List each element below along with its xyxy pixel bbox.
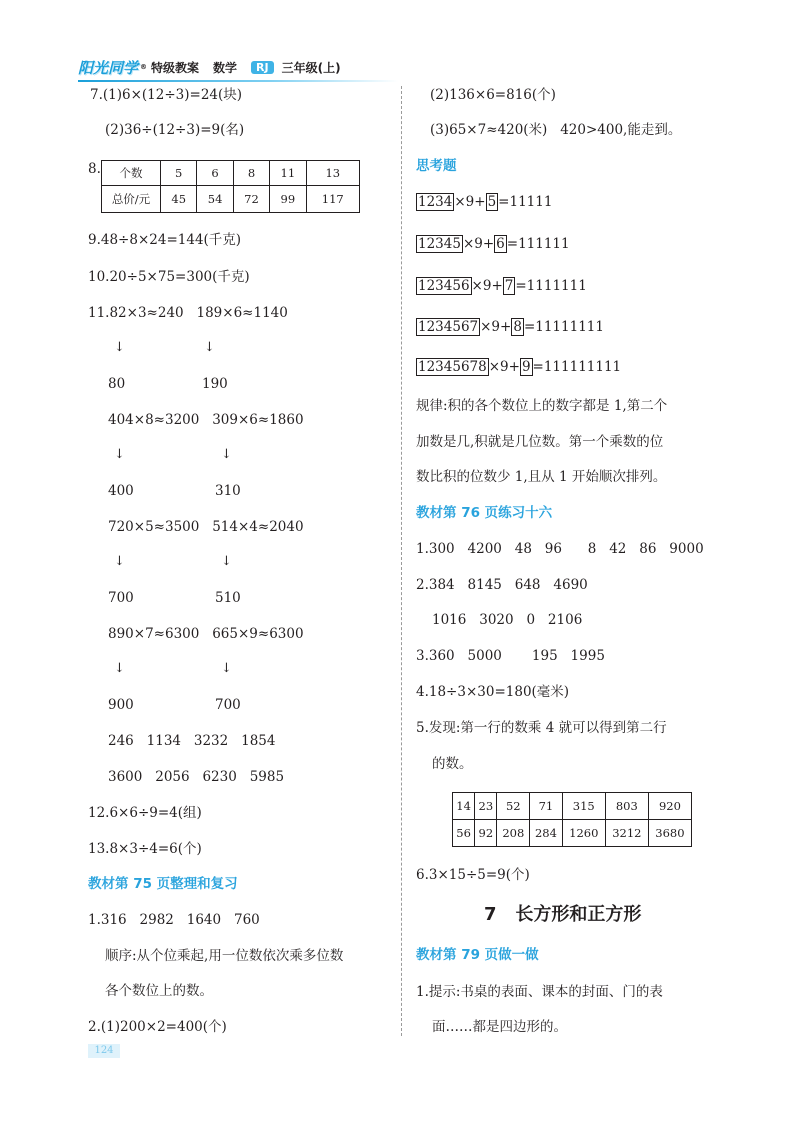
section-heading-79: 教材第 79 页做一做 <box>416 947 539 963</box>
table-5 <box>452 792 692 847</box>
estimate-value: 700 <box>108 590 134 606</box>
table-cell: 总价/元 <box>102 186 161 213</box>
table-cell: 72 <box>233 186 269 213</box>
answer-9: 9.48÷8×24=144(千克) <box>88 232 242 248</box>
exercise-answer-5a: 5.发现:第一行的数乘 4 就可以得到第二行 <box>416 720 667 736</box>
table-cell: 13 <box>306 161 359 186</box>
pattern-equation: 1234 ×9+ 5 =11111 <box>418 194 553 210</box>
answer-11-results1: 246 1134 3232 1854 <box>108 733 276 749</box>
table-cell: 3212 <box>605 820 648 847</box>
table-cell: 14 <box>453 793 475 820</box>
answer-12: 12.6×6÷9=4(组) <box>88 805 202 821</box>
review-answer-2-3: (3)65×7≈420(米) 420>400,能走到。 <box>430 122 682 138</box>
table-cell: 56 <box>453 820 475 847</box>
review-note-2: 各个数位上的数。 <box>105 983 213 999</box>
table-cell: 208 <box>497 820 530 847</box>
table-cell: 920 <box>648 793 691 820</box>
thinking-question-heading: 思考题 <box>416 158 457 174</box>
section-heading-75: 教材第 75 页整理和复习 <box>88 876 238 892</box>
pattern-equation: 123456 ×9+ 7 =1111111 <box>418 278 587 294</box>
table-cell: 803 <box>605 793 648 820</box>
answer-7-2: (2)36÷(12÷3)=9(名) <box>105 122 245 138</box>
down-arrow-icon: ↓ <box>221 554 232 569</box>
answer-11-results2: 3600 2056 6230 5985 <box>108 769 285 785</box>
estimate-value: 80 <box>108 376 126 392</box>
estimate-value: 510 <box>215 590 241 606</box>
table-cell: 23 <box>475 793 497 820</box>
pattern-equation: 1234567 ×9+ 8 =11111111 <box>418 319 604 335</box>
table-cell: 3680 <box>648 820 691 847</box>
table-cell: 92 <box>475 820 497 847</box>
page-header: 阳光同学 ® 特级教案 数学 RJ 三年级(上) <box>78 58 341 77</box>
table-cell: 个数 <box>102 161 161 186</box>
table-cell: 6 <box>197 161 233 186</box>
exercise-answer-3: 3.360 5000 195 1995 <box>416 648 605 664</box>
hint-line-2: 面……都是四边形的。 <box>432 1019 567 1035</box>
down-arrow-icon: ↓ <box>114 340 125 355</box>
table-cell: 54 <box>197 186 233 213</box>
header-rule <box>78 80 398 82</box>
table-cell: 71 <box>530 793 563 820</box>
hint-line-1: 1.提示:书桌的表面、课本的封面、门的表 <box>416 984 663 1000</box>
exercise-answer-6: 6.3×15÷5=9(个) <box>416 867 530 883</box>
review-answer-2: 2.(1)200×2=400(个) <box>88 1019 227 1035</box>
pattern-equation: 12345 ×9+ 6 =111111 <box>418 236 570 252</box>
answer-13: 13.8×3÷4=6(个) <box>88 841 202 857</box>
review-note-1: 顺序:从个位乘起,用一位数依次乘多位数 <box>105 948 344 964</box>
answer-10: 10.20÷5×75=300(千克) <box>88 269 250 285</box>
exercise-answer-5b: 的数。 <box>432 756 473 772</box>
table-8 <box>101 160 360 213</box>
estimate-value: 190 <box>202 376 228 392</box>
chapter-title: 7 长方形和正方形 <box>484 904 642 925</box>
table-cell: 315 <box>562 793 605 820</box>
answer-11-row2: 404×8≈3200 309×6≈1860 <box>108 412 304 428</box>
page-number: 124 <box>88 1044 120 1058</box>
table-cell: 45 <box>161 186 197 213</box>
answer-11-row4: 890×7≈6300 665×9≈6300 <box>108 626 304 642</box>
table-cell: 52 <box>497 793 530 820</box>
table-cell: 284 <box>530 820 563 847</box>
pattern-equation: 12345678 ×9+ 9 =111111111 <box>418 359 622 375</box>
estimate-value: 310 <box>215 483 241 499</box>
column-divider <box>401 86 402 1036</box>
section-heading-76: 教材第 76 页练习十六 <box>416 505 553 521</box>
rule-line-1: 规律:积的各个数位上的数字都是 1,第二个 <box>416 398 668 414</box>
exercise-answer-2a: 2.384 8145 648 4690 <box>416 577 588 593</box>
table-cell: 1260 <box>562 820 605 847</box>
down-arrow-icon: ↓ <box>114 554 125 569</box>
estimate-value: 700 <box>215 697 241 713</box>
answer-7-1: 7.(1)6×(12÷3)=24(块) <box>90 87 243 103</box>
review-answer-1: 1.316 2982 1640 760 <box>88 912 260 928</box>
exercise-answer-1: 1.300 4200 48 96 8 42 86 9000 <box>416 541 704 557</box>
brand-logo: 阳光同学 <box>78 58 139 77</box>
table-cell: 8 <box>233 161 269 186</box>
rule-line-2: 加数是几,积就是几位数。第一个乘数的位 <box>416 434 664 450</box>
book-title: 特级教案 <box>151 60 200 75</box>
table-cell: 117 <box>306 186 359 213</box>
review-answer-2-2: (2)136×6=816(个) <box>430 87 556 103</box>
table-cell: 11 <box>270 161 306 186</box>
answer-11-row1: 11.82×3≈240 189×6≈1140 <box>88 305 288 321</box>
estimate-value: 400 <box>108 483 134 499</box>
grade: 三年级(上) <box>281 60 341 75</box>
exercise-answer-4: 4.18÷3×30=180(毫米) <box>416 684 570 700</box>
down-arrow-icon: ↓ <box>204 340 215 355</box>
answer-8-label: 8. <box>88 161 101 177</box>
exercise-answer-2b: 1016 3020 0 2106 <box>432 612 583 628</box>
edition-badge: RJ <box>251 61 274 74</box>
table-cell: 99 <box>270 186 306 213</box>
answer-11-row3: 720×5≈3500 514×4≈2040 <box>108 519 304 535</box>
subject: 数学 <box>213 60 238 75</box>
rule-line-3: 数比积的位数少 1,且从 1 开始顺次排列。 <box>416 469 667 485</box>
down-arrow-icon: ↓ <box>221 447 232 462</box>
estimate-value: 900 <box>108 697 134 713</box>
down-arrow-icon: ↓ <box>114 661 125 676</box>
table-cell: 5 <box>161 161 197 186</box>
down-arrow-icon: ↓ <box>221 661 232 676</box>
down-arrow-icon: ↓ <box>114 447 125 462</box>
